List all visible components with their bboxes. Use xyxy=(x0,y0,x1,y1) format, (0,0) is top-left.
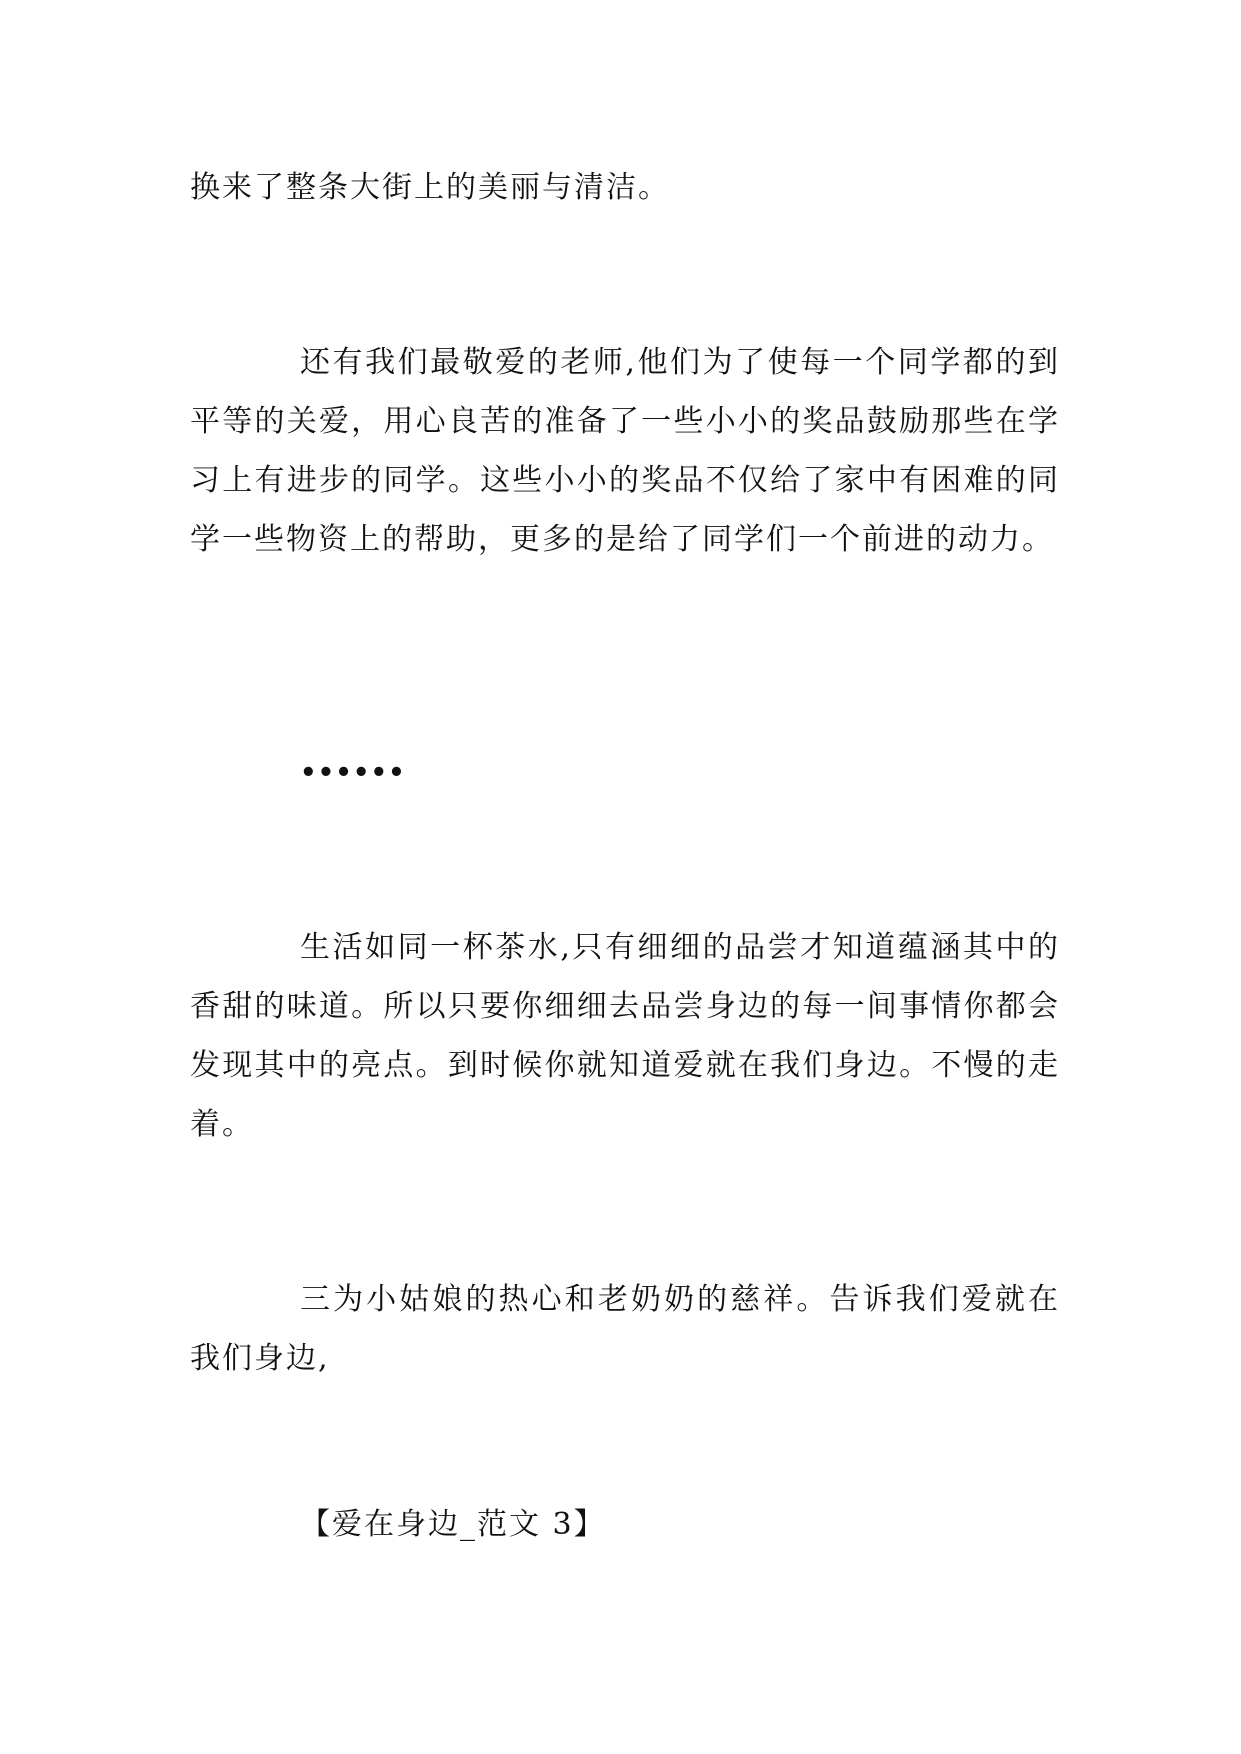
paragraph-5: 三为小姑娘的热心和老奶奶的慈祥。告诉我们爱就在我们身边, xyxy=(190,1282,1060,1376)
section-heading: 【爱在身边_范文 3】 xyxy=(300,1507,606,1542)
paragraph-1: 换来了整条大街上的美丽与清洁。 xyxy=(190,170,670,205)
paragraph-2: 还有我们最敬爱的老师,他们为了使每一个同学都的到平等的关爱，用心良苦的准备了一些小小的奖品鼓励那些在学习上有进步的同学。这些小小的奖品不仅给了家中有困难的同学一些物资上的帮助，更多的是给了同学们一个前进的动力。 xyxy=(190,345,1060,557)
paragraph-4: 生活如同一杯茶水,只有细细的品尝才知道蕴涵其中的香甜的味道。所以只要你细细去品尝身边的每一间事情你都会发现其中的亮点。到时候你就知道爱就在我们身边。不慢的走着。 xyxy=(190,930,1060,1142)
ellipsis-separator: •••••• xyxy=(300,758,406,788)
